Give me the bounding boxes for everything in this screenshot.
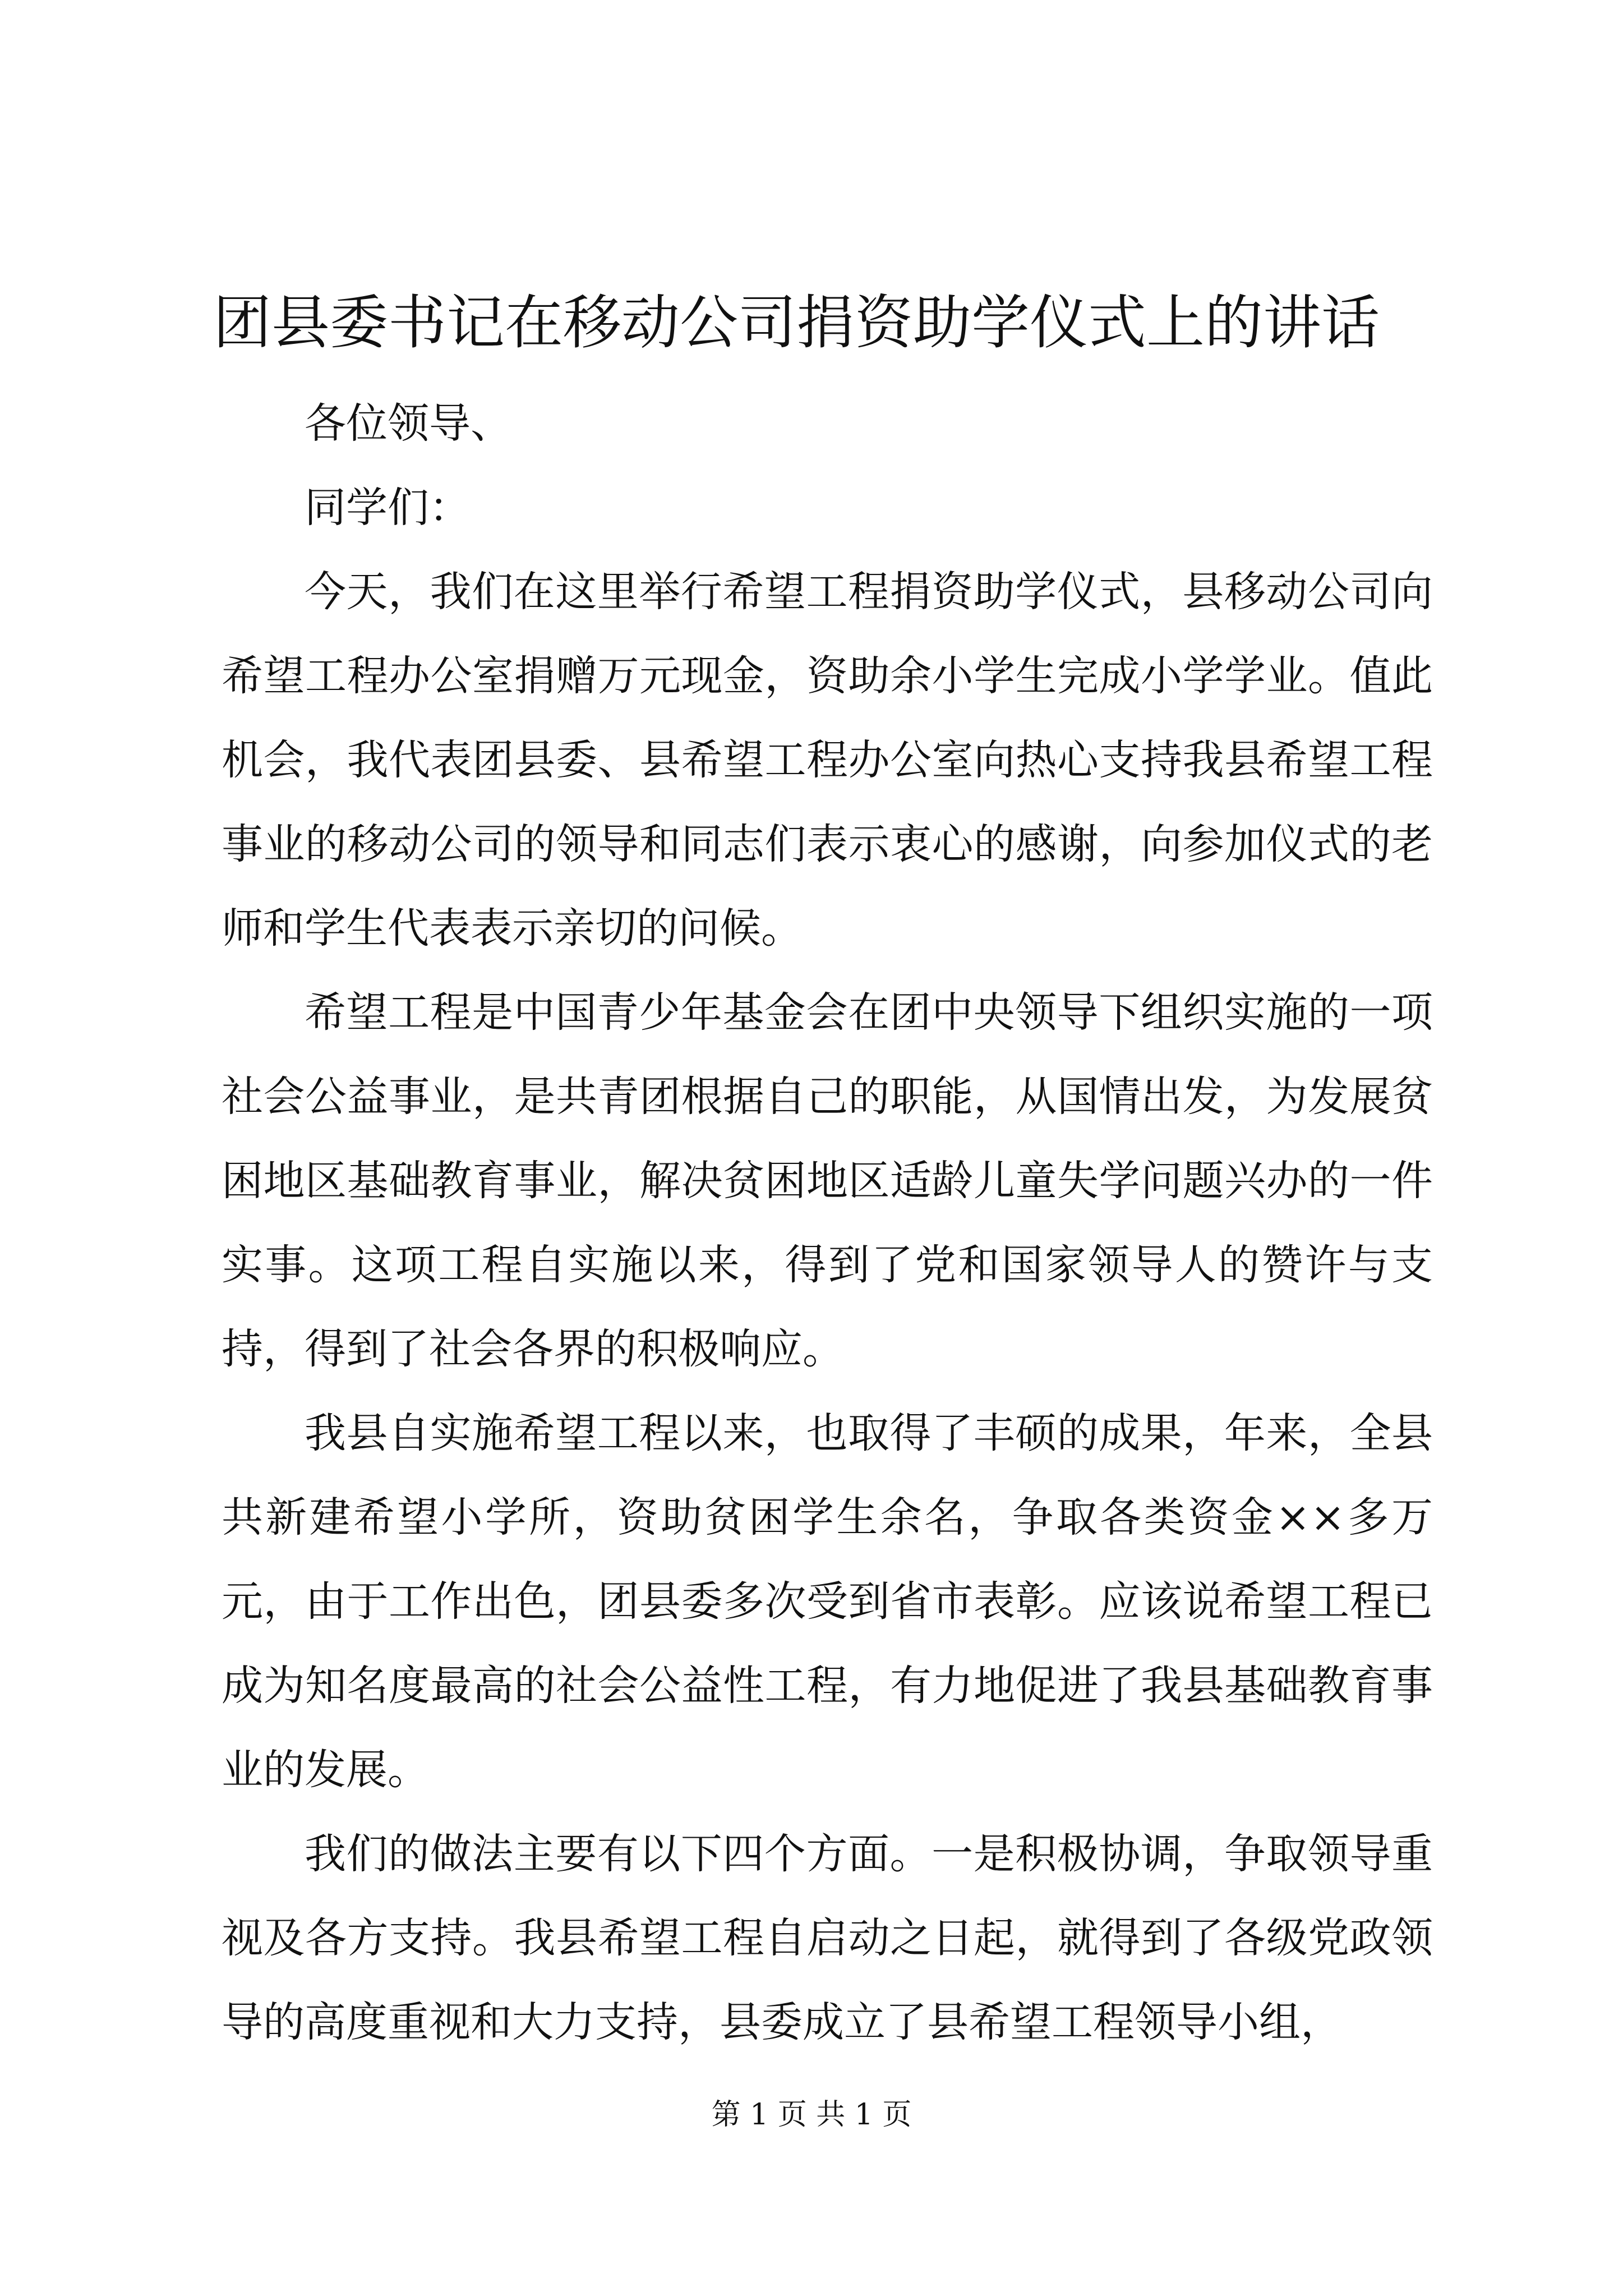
- document-title: 团县委书记在移动公司捐资助学仪式上的讲话: [213, 288, 1380, 357]
- salutation-line-1: 各位领导、: [305, 399, 512, 448]
- body-paragraph-3: 我县自实施希望工程以来，也取得了丰硕的成果，年来，全县共新建希望小学所，资助贫困学生余名，争取各类资金××多万元，由于工作出色，团县委多次受到省市表彰。应该说希望工程已成为知名度最高的社会公益性工程，有力地促进了我县基础教育事业的发展。: [222, 1409, 1433, 1794]
- body-paragraph-2: 希望工程是中国青少年基金会在团中央领导下组织实施的一项社会公益事业，是共青团根据自己的职能，从国情出发，为发展贫困地区基础教育事业，解决贫困地区适龄儿童失学问题兴办的一件实事。这项工程自实施以来，得到了党和国家领导人的赞许与支持，得到了社会各界的积极响应。: [222, 988, 1433, 1373]
- body-paragraph-4: 我们的做法主要有以下四个方面。一是积极协调，争取领导重视及各方支持。我县希望工程自启动之日起，就得到了各级党政领导的高度重视和大力支持，县委成立了县希望工程领导小组，: [222, 1830, 1433, 2046]
- document-body: [222, 381, 1433, 2064]
- page-number-footer: 第 1 页 共 1 页: [711, 2098, 912, 2132]
- body-paragraph-1: 今天，我们在这里举行希望工程捐资助学仪式，县移动公司向希望工程办公室捐赠万元现金，资助余小学生完成小学学业。值此机会，我代表团县委、县希望工程办公室向热心支持我县希望工程事业的移动公司的领导和同志们表示衷心的感谢，向参加仪式的老师和学生代表表示亲切的问候。: [222, 568, 1433, 953]
- salutation-line-2: 同学们：: [305, 484, 471, 532]
